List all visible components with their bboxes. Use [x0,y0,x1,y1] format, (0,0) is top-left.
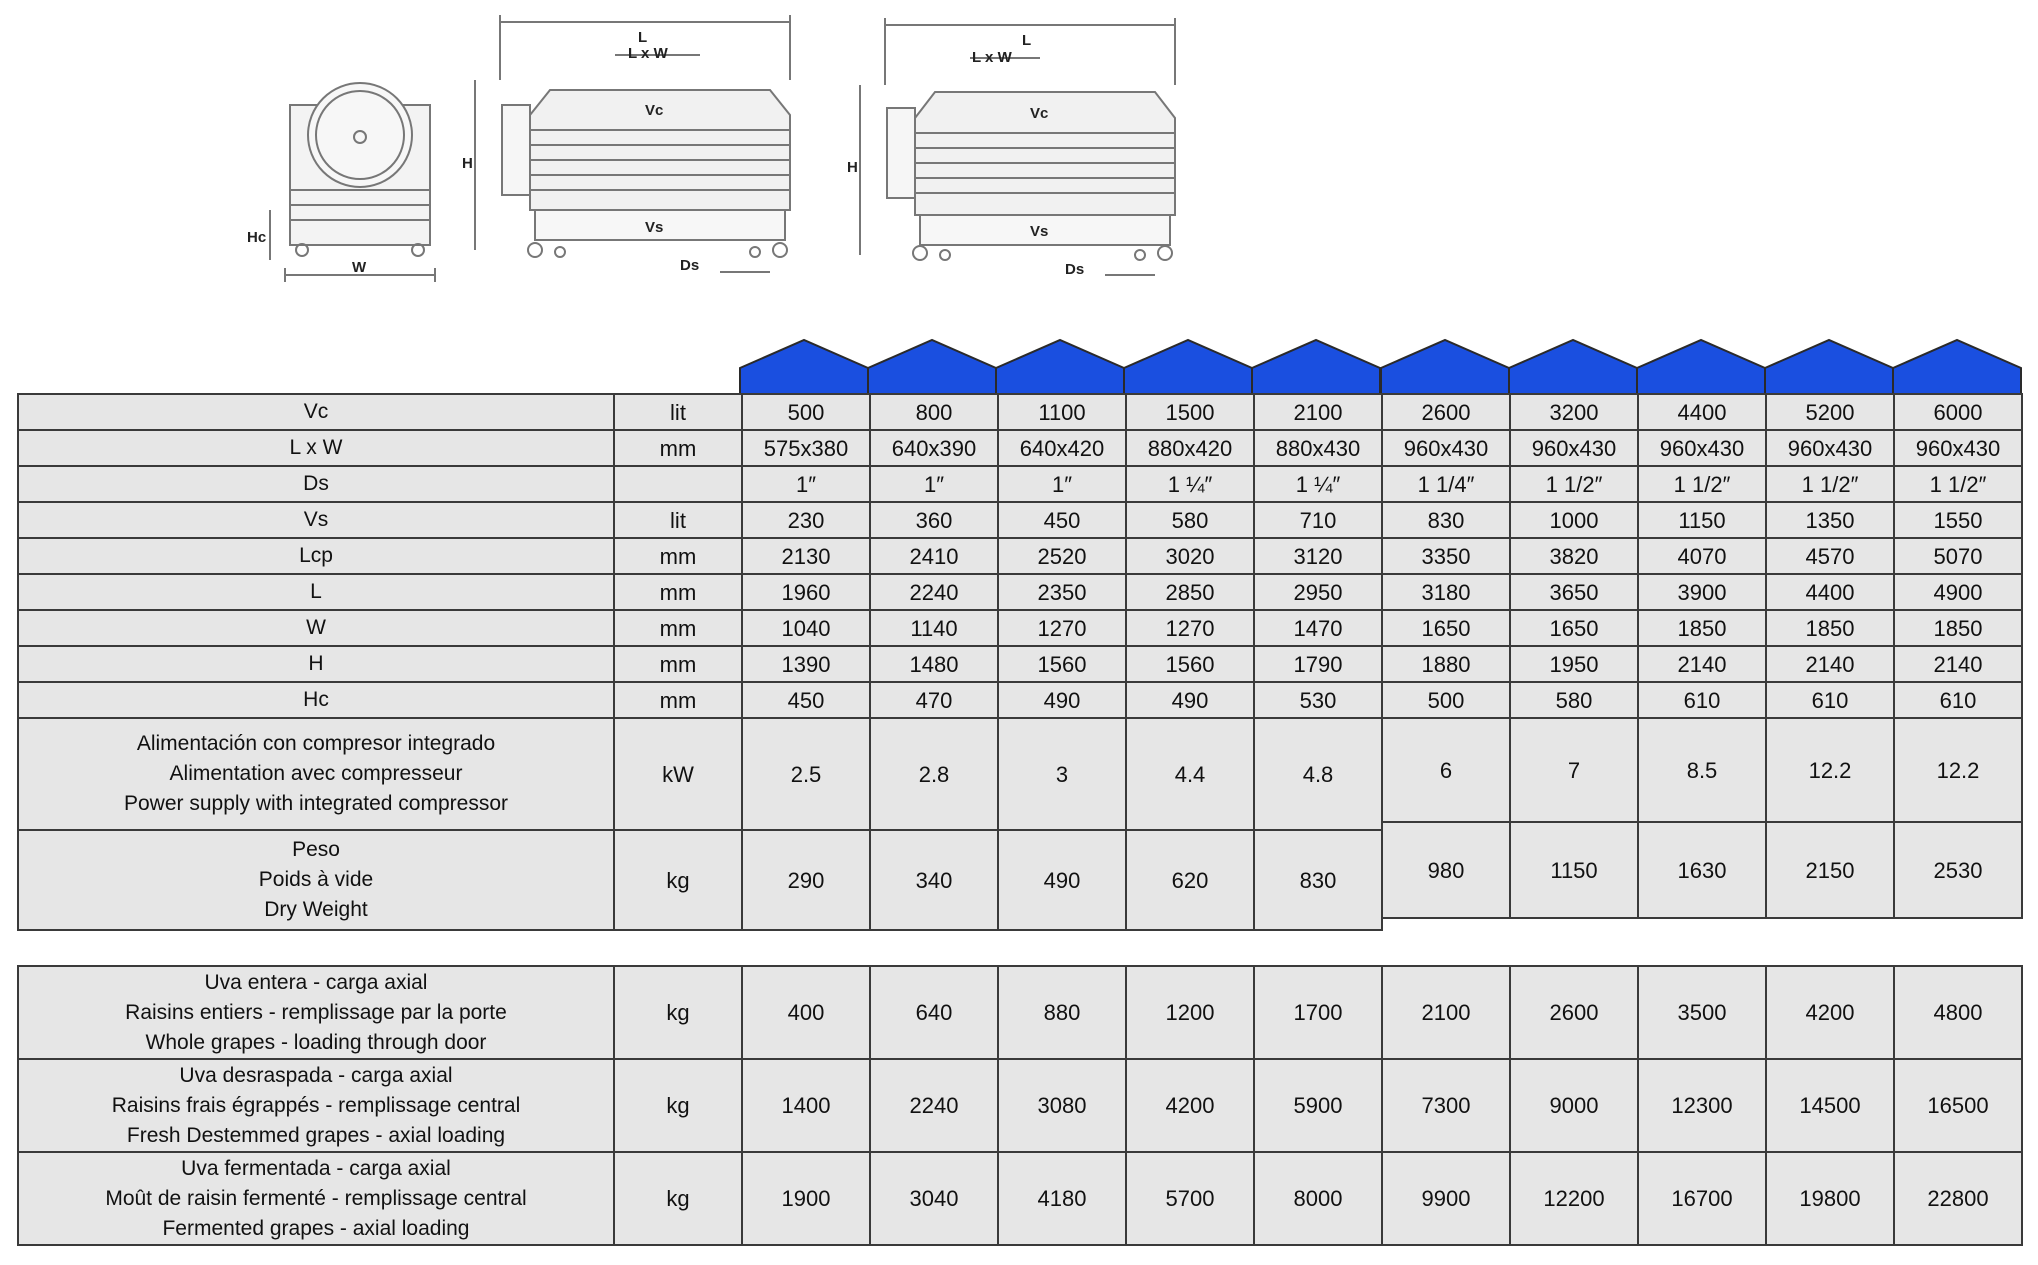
model-header-tab [868,340,996,394]
value-cell: 12200 [1510,1152,1638,1245]
value-cell: 12.2 [1766,718,1894,822]
value-cell: 2950 [1254,574,1382,610]
value-cell: 1500 [1126,394,1254,430]
param-line: Raisins frais égrappés - remplissage central [111,1093,521,1117]
value-cell: 1 1/4″ [1382,466,1510,502]
value-cell: 3040 [870,1152,998,1245]
model-header-tab [996,340,1124,394]
value-cell: 580 [1126,502,1254,538]
table-row [18,646,1382,682]
value-cell: 1 ¼″ [1254,466,1382,502]
value-cell: 1560 [998,646,1126,682]
table-row [18,610,1382,646]
table-row [18,430,1382,466]
side-view-drawing [270,83,435,282]
value-cell: 1040 [742,610,870,646]
unit-cell: mm [614,610,742,646]
unit-cell: mm [614,574,742,610]
value-cell: 6 [1382,718,1510,822]
value-cell: 960x430 [1766,430,1894,466]
table-row [1382,430,2022,466]
param-cell [18,966,614,1059]
front-view-1-ds-label: Ds [680,257,700,274]
param-line: Alimentation avec compresseur [169,762,463,785]
value-cell: 1270 [998,610,1126,646]
value-cell: 2600 [1382,394,1510,430]
param-line: Dry Weight [264,898,368,921]
value-cell: 4800 [1894,966,2022,1059]
value-cell: 880 [998,966,1126,1059]
value-cell: 8000 [1254,1152,1382,1245]
drawings-svg [247,10,1300,300]
unit-cell [614,466,742,502]
front-view-1-h-label: H [462,155,473,172]
value-cell: 2530 [1894,822,2022,918]
front-view-1-lxw-label: L x W [628,45,668,62]
table-row [1382,966,2022,1059]
value-cell: 2100 [1382,966,1510,1059]
value-cell: 1480 [870,646,998,682]
unit-cell: mm [614,430,742,466]
value-cell: 610 [1638,682,1766,718]
value-cell: 1900 [742,1152,870,1245]
param-cell [18,718,614,830]
value-cell: 290 [742,830,870,930]
table-row [18,574,1382,610]
value-cell: 800 [870,394,998,430]
table-row [18,1152,1382,1245]
value-cell: 16700 [1638,1152,1766,1245]
value-cell: 1 1/2″ [1638,466,1766,502]
value-cell: 2600 [1510,966,1638,1059]
value-cell: 490 [998,682,1126,718]
value-cell: 3820 [1510,538,1638,574]
table-row [1382,502,2022,538]
capacity-table-right [1381,965,2023,1246]
value-cell: 610 [1894,682,2022,718]
param-cell: Ds [18,466,614,502]
value-cell: 1850 [1638,610,1766,646]
unit-cell: kg [614,1152,742,1245]
value-cell: 1650 [1382,610,1510,646]
value-cell: 580 [1510,682,1638,718]
value-cell: 1850 [1894,610,2022,646]
value-cell: 3650 [1510,574,1638,610]
model-header-tab [1637,340,1765,394]
value-cell: 1560 [1126,646,1254,682]
value-cell: 960x430 [1382,430,1510,466]
param-line: Uva desraspada - carga axial [179,1063,453,1087]
param-cell: Vc [18,394,614,430]
model-header-tab [1124,340,1252,394]
value-cell: 12300 [1638,1059,1766,1152]
value-cell: 1650 [1510,610,1638,646]
param-line: Peso [292,838,340,861]
value-cell: 3080 [998,1059,1126,1152]
value-cell: 2140 [1894,646,2022,682]
table-row [1382,574,2022,610]
value-cell: 4400 [1766,574,1894,610]
value-cell: 1 ¼″ [1126,466,1254,502]
front-view-2-vs-label: Vs [1030,223,1049,240]
front-view-2-lxw-label: L x W [972,49,1012,66]
param-line: Uva entera - carga axial [204,970,428,994]
param-line: Alimentación con compresor integrado [136,732,496,755]
table-row [1382,466,2022,502]
value-cell: 2410 [870,538,998,574]
value-cell: 9000 [1510,1059,1638,1152]
value-cell: 1150 [1510,822,1638,918]
param-line: Poids à vide [258,868,374,891]
value-cell: 490 [998,830,1126,930]
model-header-tab [740,340,868,394]
unit-cell: kg [614,1059,742,1152]
param-line: Uva fermentada - carga axial [181,1156,451,1180]
value-cell: 1850 [1766,610,1894,646]
value-cell: 575x380 [742,430,870,466]
value-cell: 19800 [1766,1152,1894,1245]
param-cell: Lcp [18,538,614,574]
param-cell: Hc [18,682,614,718]
value-cell: 2.5 [742,718,870,830]
spec-table-left [17,393,1383,931]
value-cell: 14500 [1766,1059,1894,1152]
value-cell: 2100 [1254,394,1382,430]
value-cell: 4.8 [1254,718,1382,830]
value-cell: 3020 [1126,538,1254,574]
value-cell: 500 [1382,682,1510,718]
value-cell: 4200 [1766,966,1894,1059]
value-cell: 230 [742,502,870,538]
unit-cell: kg [614,830,742,930]
value-cell: 1150 [1638,502,1766,538]
value-cell: 5900 [1254,1059,1382,1152]
param-line: Fresh Destemmed grapes - axial loading [126,1123,506,1147]
value-cell: 1400 [742,1059,870,1152]
table-row [1382,1152,2022,1245]
front-view-1-vs-label: Vs [645,219,664,236]
value-cell: 1950 [1510,646,1638,682]
capacity-table-left [17,965,1383,1246]
value-cell: 710 [1254,502,1382,538]
table-row [1382,822,2022,918]
value-cell: 1790 [1254,646,1382,682]
value-cell: 4570 [1766,538,1894,574]
value-cell: 500 [742,394,870,430]
value-cell: 6000 [1894,394,2022,430]
param-cell [18,1152,614,1245]
value-cell: 640x390 [870,430,998,466]
value-cell: 1350 [1766,502,1894,538]
table-row [18,538,1382,574]
table-row [1382,610,2022,646]
front-view-2-vc-label: Vc [1030,105,1049,122]
table-row [18,830,1382,930]
model-header-row [740,336,2030,396]
front-view-1-l-label: L [638,29,648,46]
value-cell: 400 [742,966,870,1059]
param-cell [18,830,614,930]
value-cell: 7300 [1382,1059,1510,1152]
unit-cell: lit [614,502,742,538]
value-cell: 5200 [1766,394,1894,430]
value-cell: 1 1/2″ [1766,466,1894,502]
value-cell: 2140 [1638,646,1766,682]
table-row [18,394,1382,430]
param-cell: W [18,610,614,646]
param-cell: L [18,574,614,610]
param-line: Power supply with integrated compressor [123,792,508,815]
param-line: Moût de raisin fermenté - remplissage central [105,1186,527,1210]
param-cell: H [18,646,614,682]
table-row [18,966,1382,1059]
value-cell: 620 [1126,830,1254,930]
param-cell: Vs [18,502,614,538]
table-row [1382,646,2022,682]
table-row [1382,1059,2022,1152]
value-cell: 4900 [1894,574,2022,610]
value-cell: 12.2 [1894,718,2022,822]
table-row [18,502,1382,538]
value-cell: 3120 [1254,538,1382,574]
front-view-1-vc-label: Vc [645,102,664,119]
value-cell: 1″ [870,466,998,502]
value-cell: 1″ [998,466,1126,502]
side-view-w-label: W [352,259,367,276]
value-cell: 610 [1766,682,1894,718]
table-row [1382,682,2022,718]
value-cell: 3350 [1382,538,1510,574]
value-cell: 830 [1382,502,1510,538]
value-cell: 470 [870,682,998,718]
value-cell: 2.8 [870,718,998,830]
value-cell: 7 [1510,718,1638,822]
value-cell: 1200 [1126,966,1254,1059]
value-cell: 9900 [1382,1152,1510,1245]
value-cell: 2850 [1126,574,1254,610]
value-cell: 4400 [1638,394,1766,430]
value-cell: 640 [870,966,998,1059]
value-cell: 1 1/2″ [1894,466,2022,502]
value-cell: 1390 [742,646,870,682]
front-view-2-l-label: L [1022,32,1032,49]
value-cell: 4.4 [1126,718,1254,830]
value-cell: 1880 [1382,646,1510,682]
param-line: Raisins entiers - remplissage par la porte [125,1000,507,1024]
value-cell: 3180 [1382,574,1510,610]
unit-cell: kW [614,718,742,830]
value-cell: 490 [1126,682,1254,718]
value-cell: 2240 [870,574,998,610]
value-cell: 1550 [1894,502,2022,538]
model-header-tab [1381,340,1509,394]
value-cell: 1100 [998,394,1126,430]
table-row [1382,718,2022,822]
technical-drawings [247,10,1300,300]
value-cell: 960x430 [1894,430,2022,466]
value-cell: 530 [1254,682,1382,718]
front-view-2-drawing [860,18,1175,275]
value-cell: 830 [1254,830,1382,930]
spec-table-right [1381,393,2023,919]
value-cell: 5070 [1894,538,2022,574]
value-cell: 1270 [1126,610,1254,646]
value-cell: 960x430 [1638,430,1766,466]
param-cell: L x W [18,430,614,466]
value-cell: 2140 [1766,646,1894,682]
value-cell: 4180 [998,1152,1126,1245]
table-row [18,682,1382,718]
value-cell: 880x430 [1254,430,1382,466]
value-cell: 4200 [1126,1059,1254,1152]
value-cell: 1140 [870,610,998,646]
unit-cell: lit [614,394,742,430]
table-row [18,466,1382,502]
value-cell: 640x420 [998,430,1126,466]
front-view-2-ds-label: Ds [1065,261,1085,278]
value-cell: 1630 [1638,822,1766,918]
front-view-2-h-label: H [847,159,858,176]
model-header-svg [740,336,2030,396]
side-view-hc-label: Hc [247,229,267,246]
value-cell: 2150 [1766,822,1894,918]
value-cell: 1 1/2″ [1510,466,1638,502]
table-row [1382,538,2022,574]
value-cell: 3900 [1638,574,1766,610]
unit-cell: mm [614,682,742,718]
value-cell: 4070 [1638,538,1766,574]
table-row [18,718,1382,830]
value-cell: 340 [870,830,998,930]
model-header-tab [1509,340,1637,394]
param-line: Fermented grapes - axial loading [162,1216,470,1240]
value-cell: 16500 [1894,1059,2022,1152]
table-row [1382,394,2022,430]
value-cell: 2520 [998,538,1126,574]
model-header-tab [1252,340,1380,394]
value-cell: 1960 [742,574,870,610]
value-cell: 450 [742,682,870,718]
value-cell: 880x420 [1126,430,1254,466]
unit-cell: mm [614,538,742,574]
value-cell: 1470 [1254,610,1382,646]
value-cell: 2350 [998,574,1126,610]
value-cell: 1000 [1510,502,1638,538]
value-cell: 1″ [742,466,870,502]
value-cell: 980 [1382,822,1510,918]
value-cell: 2240 [870,1059,998,1152]
param-cell [18,1059,614,1152]
value-cell: 3 [998,718,1126,830]
value-cell: 1700 [1254,966,1382,1059]
model-header-tab [1765,340,1893,394]
table-row [18,1059,1382,1152]
param-line: Whole grapes - loading through door [145,1030,487,1054]
value-cell: 8.5 [1638,718,1766,822]
value-cell: 5700 [1126,1152,1254,1245]
value-cell: 2130 [742,538,870,574]
unit-cell: kg [614,966,742,1059]
unit-cell: mm [614,646,742,682]
value-cell: 960x430 [1510,430,1638,466]
value-cell: 22800 [1894,1152,2022,1245]
value-cell: 3500 [1638,966,1766,1059]
value-cell: 3200 [1510,394,1638,430]
value-cell: 360 [870,502,998,538]
model-header-tab [1893,340,2021,394]
value-cell: 450 [998,502,1126,538]
